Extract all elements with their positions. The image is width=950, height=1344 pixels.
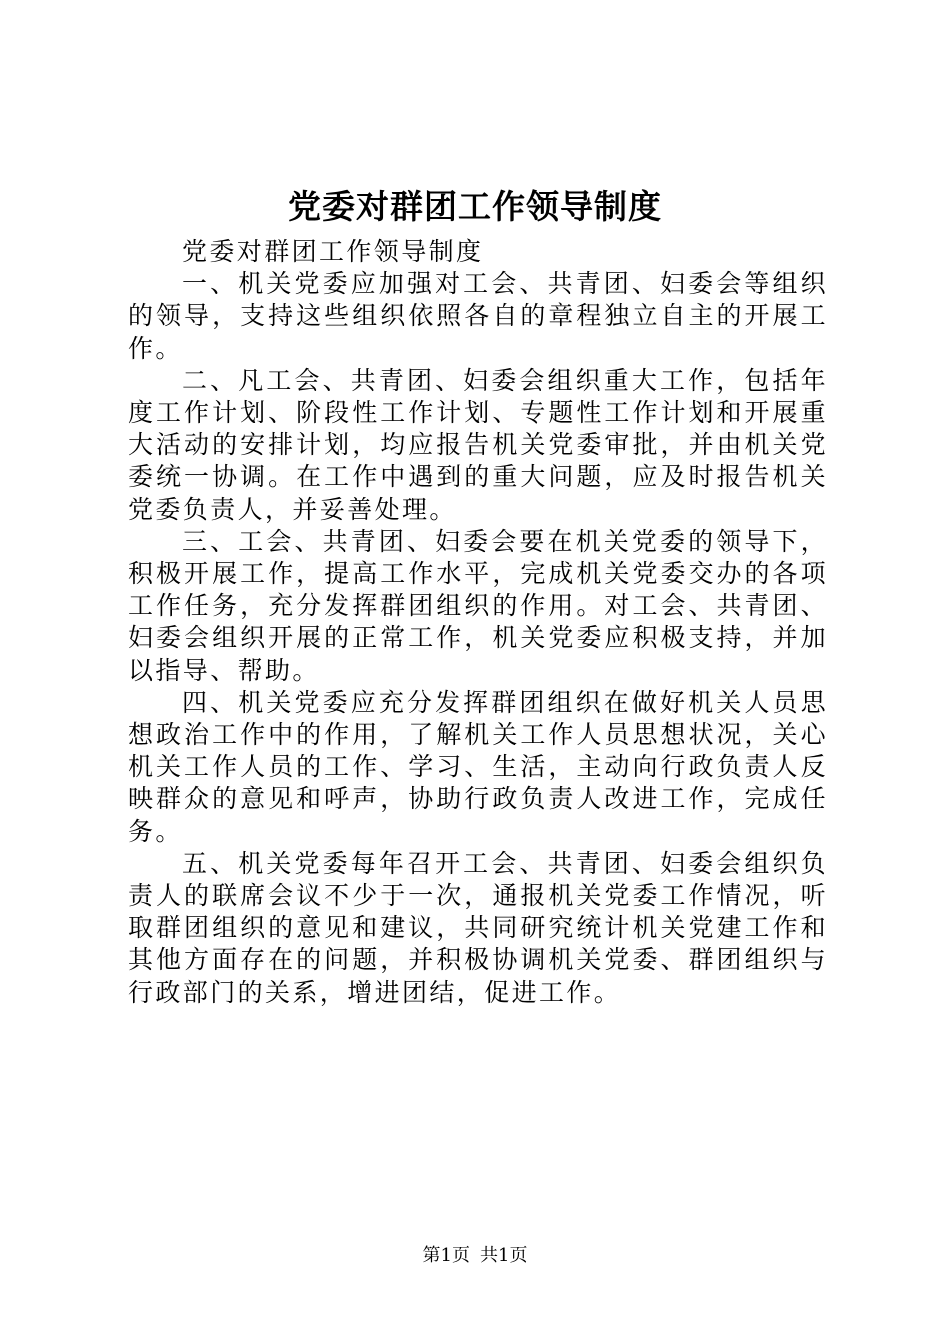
document-title: 党委对群团工作领导制度: [288, 187, 662, 226]
paragraph-3: 三、工会、共青团、妇委会要在机关党委的领导下，积极开展工作，提高工作水平，完成机关党委交办的各项工作任务，充分发挥群团组织的作用。对工会、共青团、妇委会组织开展的正常工作，机关党委应积极支持，并加以指导、帮助。: [128, 526, 828, 685]
paragraph-2: 二、凡工会、共青团、妇委会组织重大工作，包括年度工作计划、阶段性工作计划、专题性工作计划和开展重大活动的安排计划，均应报告机关党委审批，并由机关党委统一协调。在工作中遇到的重大问题，应及时报告机关党委负责人，并妥善处理。: [128, 365, 828, 524]
document-subtitle: 党委对群团工作领导制度: [182, 237, 484, 266]
page-number-current: 第1页: [422, 1245, 470, 1266]
paragraph-1: 一、机关党委应加强对工会、共青团、妇委会等组织的领导，支持这些组织依照各自的章程独立自主的开展工作。: [128, 269, 828, 363]
page-number-total: 共1页: [480, 1245, 528, 1266]
page-footer: [0, 1243, 950, 1269]
paragraph-5: 五、机关党委每年召开工会、共青团、妇委会组织负责人的联席会议不少于一次，通报机关党委工作情况，听取群团组织的意见和建议，共同研究统计机关党建工作和其他方面存在的问题，并积极协调机关党委、群团组织与行政部门的关系，增进团结，促进工作。: [128, 848, 828, 1007]
paragraph-4: 四、机关党委应充分发挥群团组织在做好机关人员思想政治工作中的作用，了解机关工作人员思想状况，关心机关工作人员的工作、学习、生活，主动向行政负责人反映群众的意见和呼声，协助行政负责人改进工作，完成任务。: [128, 687, 828, 846]
document-body: [128, 236, 828, 1009]
